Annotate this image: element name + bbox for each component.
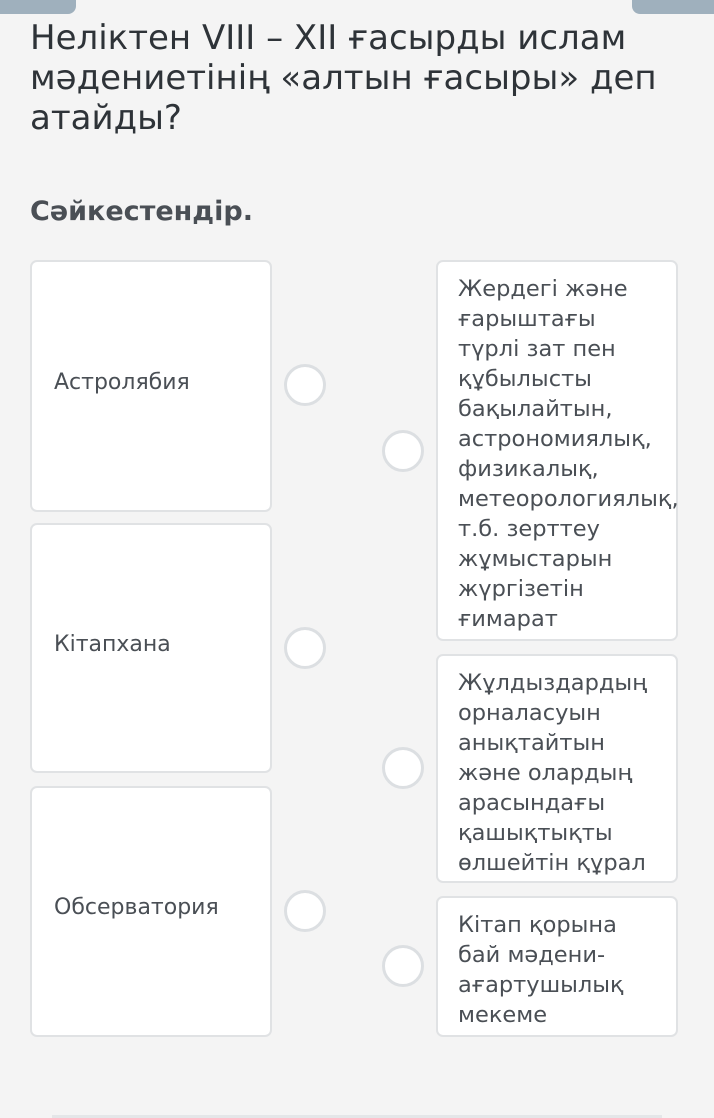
- right-item-label: Жұлдыздардың орналасуын анықтайтын және олардың арасындағы қашықтықты өлшейтін құрал: [458, 670, 648, 876]
- left-item-library-connector[interactable]: [284, 627, 326, 669]
- right-item-observatory-def-connector[interactable]: [382, 430, 424, 472]
- right-item-astrolabe-def[interactable]: [436, 654, 678, 883]
- left-item-observatory[interactable]: [30, 786, 272, 1037]
- left-item-label: Обсерватория: [54, 895, 219, 920]
- left-item-astrolabe-connector[interactable]: [284, 364, 326, 406]
- left-item-astrolabe[interactable]: [30, 260, 272, 512]
- right-item-label: Кітап қорына бай мәдени-ағартушылық мекеме: [458, 912, 624, 1028]
- right-item-astrolabe-def-connector[interactable]: [382, 747, 424, 789]
- right-item-observatory-def[interactable]: [436, 260, 678, 641]
- top-left-tab: [0, 0, 76, 14]
- left-item-observatory-connector[interactable]: [284, 890, 326, 932]
- left-item-library[interactable]: [30, 523, 272, 773]
- instruction-text: Сәйкестендір.: [30, 196, 253, 227]
- left-item-label: Астролябия: [54, 369, 190, 395]
- right-item-library-def-connector[interactable]: [382, 945, 424, 987]
- right-item-label: Жердегі және ғарыштағы түрлі зат пен құбылысты бақылайтын, астрономиялық, физикалық, метеорологиялық, т.б. зерттеу жұмыстарын жүргізетін ғимарат: [458, 276, 679, 632]
- left-item-label: Кітапхана: [54, 631, 171, 657]
- question-title: Неліктен VIII – XII ғасырды ислам мәдениетінің «алтын ғасыры» деп атайды?: [30, 18, 657, 138]
- right-item-library-def[interactable]: [436, 896, 678, 1037]
- top-right-tab: [632, 0, 714, 14]
